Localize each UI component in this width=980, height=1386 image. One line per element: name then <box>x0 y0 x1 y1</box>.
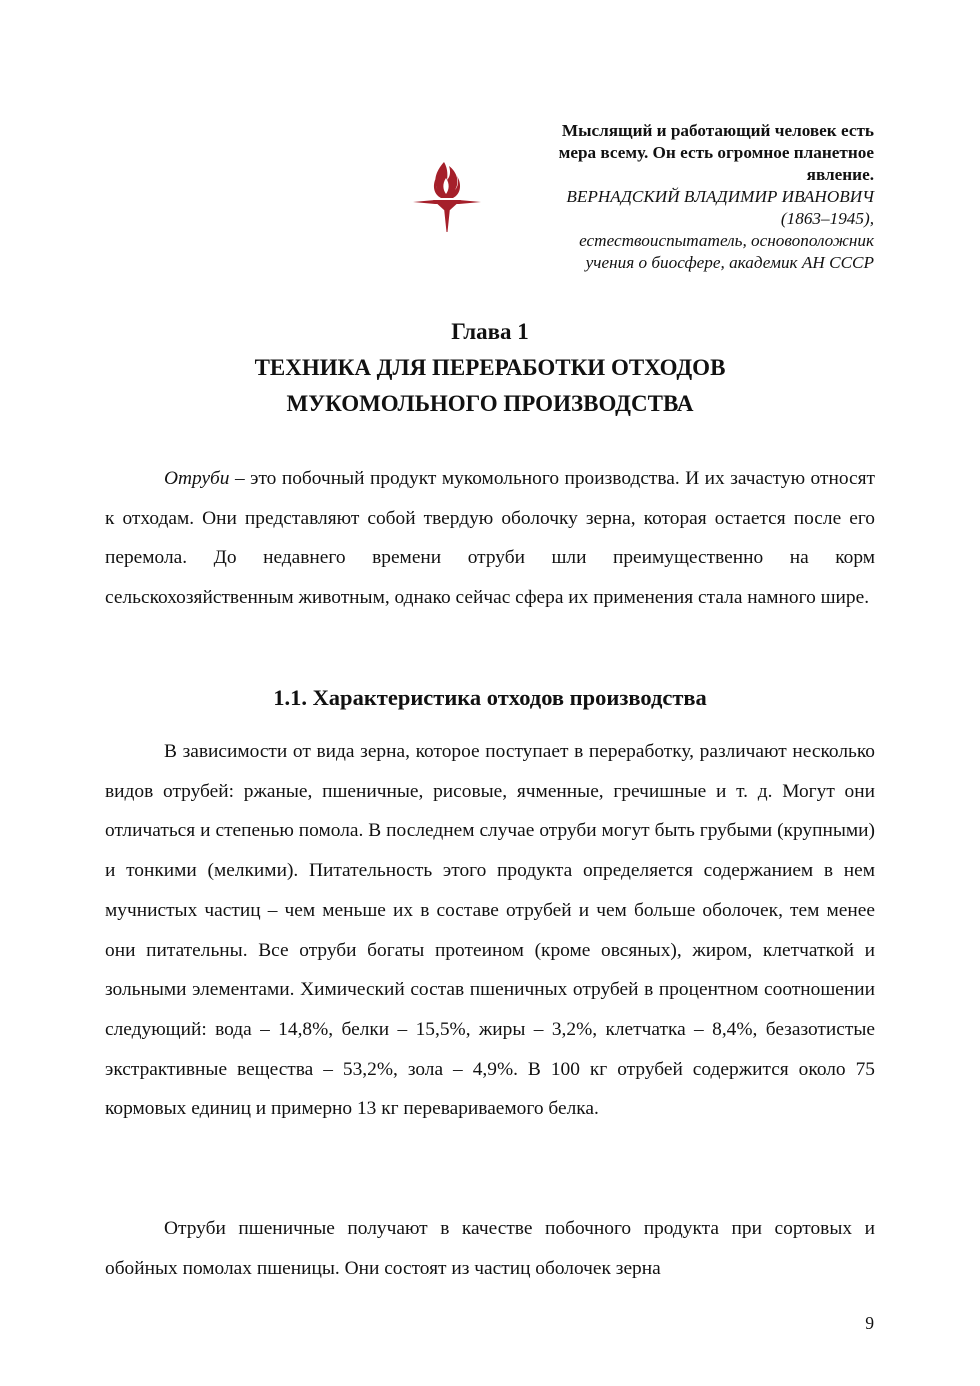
epigraph-author-line: ВЕРНАДСКИЙ ВЛАДИМИР ИВАНОВИЧ <box>566 187 874 206</box>
paragraph-wheat-bran: Отруби пшеничные получают в качестве побочного продукта при сортовых и обойных помолах пшеницы. Они состоят из частиц оболочек зерна <box>105 1218 875 1279</box>
flame-torch-icon <box>411 158 483 234</box>
epigraph-description <box>494 230 874 274</box>
section-title: 1.1. Характеристика отходов производства <box>273 685 707 710</box>
flame-torch-shape <box>413 162 481 232</box>
chapter-title-line: МУКОМОЛЬНОГО ПРОИЗВОДСТВА <box>286 391 694 416</box>
chapter-heading <box>0 314 980 422</box>
paragraph-intro-text: – это побочный продукт мукомольного производства. И их зачастую относят к отходам. Они представляют собой твердую оболочку зерна, которая остается после его перемола. До недавнего времени отруби шли преимущественно на корм сельскохозяйственным животным, однако сейчас сфера их применения стала намного шире. <box>105 468 875 609</box>
epigraph-quote <box>494 120 874 186</box>
paragraph-intro <box>105 459 875 618</box>
chapter-title-line: ТЕХНИКА ДЛЯ ПЕРЕРАБОТКИ ОТХОДОВ <box>254 355 726 380</box>
epigraph-quote-line: мера всему. Он есть огромное планетное <box>558 143 874 162</box>
paragraph-characteristics: В зависимости от вида зерна, которое поступает в переработку, различают несколько видов отрубей: ржаные, пшеничные, рисовые, ячменные, гречишные и т. д. Могут они отличаться и степенью помола. В последнем случае отруби могут быть грубыми (крупными) и тонкими (мелкими). Питательность этого продукта определяется содержанием в нем мучнистых частиц – чем меньше их в составе отрубей и чем больше оболочек, тем менее они питательны. Все отруби богаты протеином (кроме овсяных), жиром, клетчаткой и зольными элементами. Химический состав пшеничных отрубей в процентном соотношении следующий: вода – 14,8%, белки – 15,5%, жиры – 3,2%, клетчатка – 8,4%, безазотистые экстрактивные вещества – 53,2%, зола – 4,9%. В 100 кг отрубей содержится около 75 кормовых единиц и примерно 13 кг перевариваемого белка. <box>105 741 875 1120</box>
epigraph-author <box>494 186 874 230</box>
epigraph-quote-line: явление. <box>806 165 874 184</box>
chapter-number: Глава 1 <box>451 319 529 344</box>
page-number: 9 <box>865 1313 874 1333</box>
epigraph <box>494 120 874 274</box>
epigraph-quote-line: Мыслящий и работающий человек есть <box>561 121 874 140</box>
term-otrubi: Отруби <box>164 468 230 489</box>
epigraph-description-line: естествоиспытатель, основоположник <box>579 231 874 250</box>
epigraph-description-line: учения о биосфере, академик АН СССР <box>585 253 874 272</box>
epigraph-author-line: (1863–1945), <box>780 209 874 228</box>
